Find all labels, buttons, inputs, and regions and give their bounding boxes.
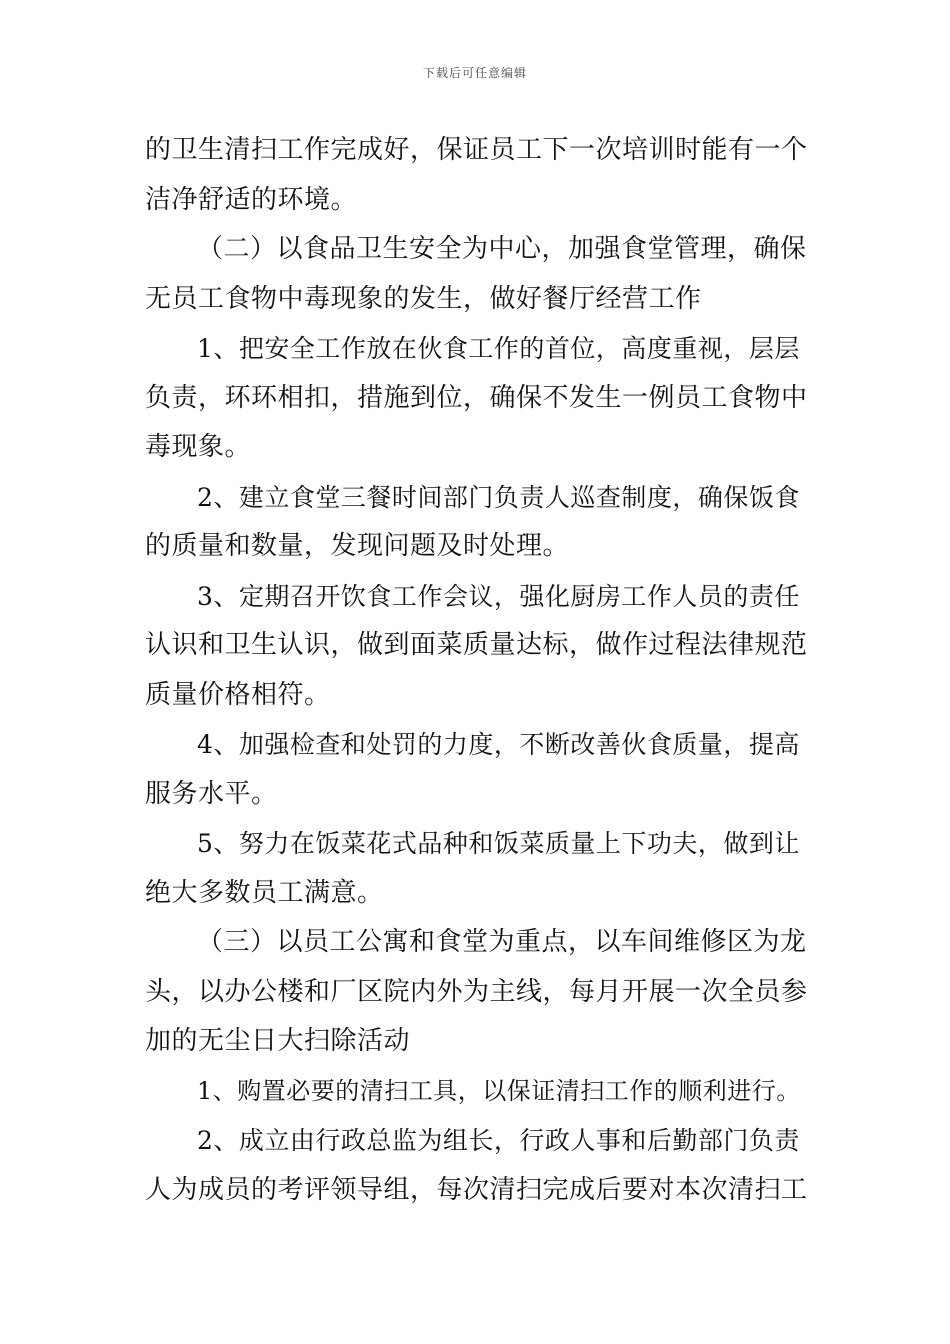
text-line: 负责，环环相扣，措施到位，确保不发生一例员工食物中 — [145, 382, 808, 413]
text-line: 3、定期召开饮食工作会议，强化厨房工作人员的责任 — [197, 581, 800, 611]
text-line: 绝大多数员工满意。 — [145, 877, 384, 908]
text-line: 2、成立由行政总监为组长，行政人事和后勤部门负责 — [197, 1126, 800, 1155]
text-line: 4、加强检查和处罚的力度，不断改善伙食质量，提高 — [197, 730, 800, 759]
text-line: 2、建立食堂三餐时间部门负责人巡查制度，确保饭食 — [197, 482, 800, 512]
text-line: 头，以办公楼和厂区院内外为主线，每月开展一次全员参 — [145, 976, 808, 1007]
text-line: 毒现象。 — [145, 432, 252, 462]
text-line: 人为成员的考评领导组，每次清扫完成后要对本次清扫工 — [145, 1174, 808, 1205]
text-line: 1、把安全工作放在伙食工作的首位，高度重视，层层 — [197, 334, 800, 363]
text-line: 加的无尘日大扫除活动 — [145, 1026, 411, 1056]
text-line: 质量价格相符。 — [145, 679, 331, 710]
text-line: 的卫生清扫工作完成好，保证员工下一次培训时能有一个 — [145, 135, 808, 165]
text-line: 的质量和数量，发现问题及时处理。 — [145, 531, 570, 561]
text-line: （二）以食品卫生安全为中心，加强食堂管理，确保 — [197, 234, 807, 264]
text-line: 服务水平。 — [145, 778, 278, 809]
text-line: 认识和卫生认识，做到面菜质量达标，做作过程法律规范 — [145, 630, 808, 660]
text-line: （三）以员工公寓和食堂为重点，以车间维修区为龙 — [197, 927, 807, 957]
document-body — [145, 126, 810, 1215]
text-line: 5、努力在饭菜花式品种和饭菜质量上下功夫，做到让 — [197, 829, 800, 858]
text-line: 1、购置必要的清扫工具，以保证清扫工作的顺利进行。 — [197, 1076, 801, 1105]
text-line: 无员工食物中毒现象的发生，做好餐厅经营工作 — [145, 283, 702, 314]
text-line: 洁净舒适的环境。 — [145, 184, 358, 215]
page-header: 下载后可任意编辑 — [422, 66, 527, 80]
